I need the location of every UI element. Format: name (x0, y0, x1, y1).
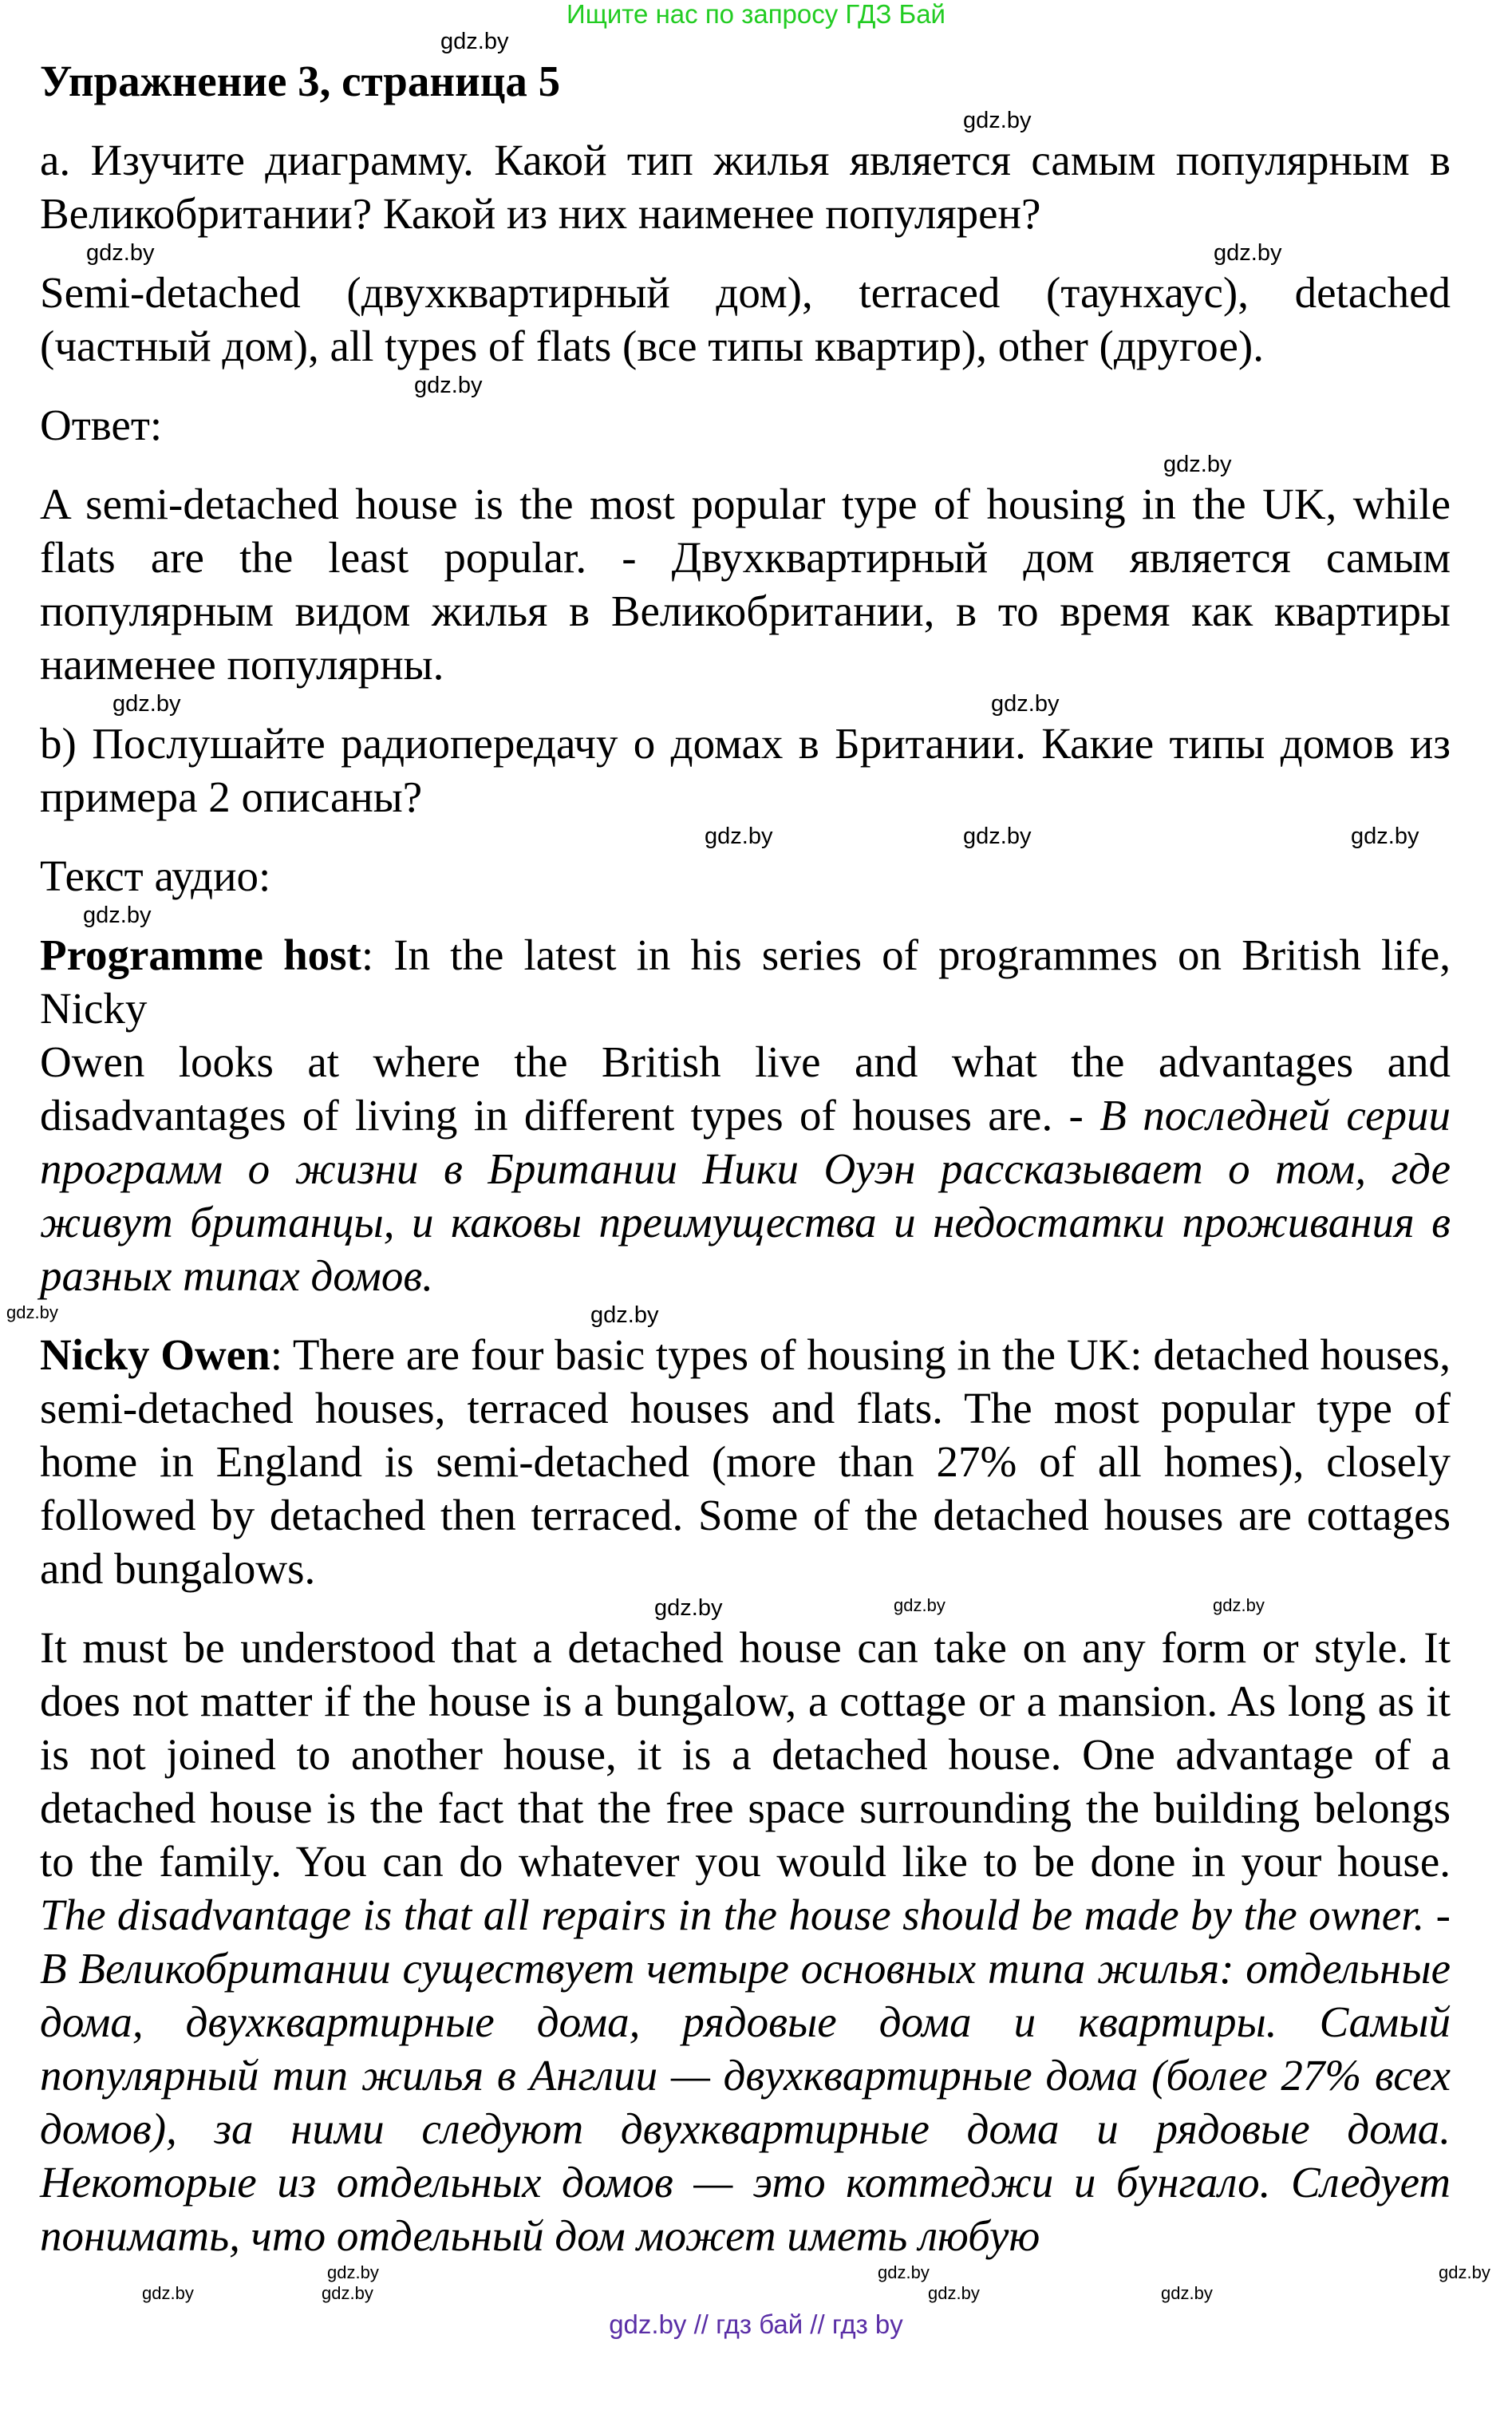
watermark: gdz.by (6, 1302, 58, 1322)
host-line-2: Owen looks at where the British live and what the advantages and disadvantages of living in different types of houses are. - (40, 1037, 1451, 1140)
owen-paragraph-2 (40, 1621, 1451, 2262)
watermark: gdz.by (894, 1595, 945, 1615)
watermark-row (0, 452, 1512, 477)
question-b: b) Послушайте радиопередачу о домах в Британии. Какие типы домов из примера 2 описаны? (40, 719, 1451, 821)
answer-label: Ответ: (40, 401, 163, 449)
audio-label: Текст аудио: (40, 851, 271, 900)
watermark-row (0, 903, 1512, 928)
watermark: gdz.by (322, 2283, 373, 2303)
watermark: gdz.by (414, 373, 483, 398)
watermark-row (0, 2262, 1512, 2283)
watermark-row (0, 1595, 1512, 1621)
host-paragraph-2 (40, 1035, 1451, 1302)
host-paragraph-1 (40, 928, 1451, 1035)
watermark-row (0, 824, 1512, 849)
question-a: a. Изучите диаграмму. Какой тип жилья является самым популярным в Великобритании? Какой из них наименее популярен? (40, 136, 1451, 238)
watermark: gdz.by (590, 1302, 659, 1328)
watermark: gdz.by (963, 108, 1032, 133)
watermark-row (0, 29, 1512, 54)
owen-text-2-italic: The disadvantage is that all repairs in the house should be made by the owner. - В Великобритании существует четыре основных типа жилья: отдельные дома, двухквартирные дома, рядовые дома и квартиры. Самый популярный тип жилья в Англии — двухквартирные дома (более 27% всех домов), за ними следуют двухквартирные дома и рядовые дома. Некоторые из отдельных домов — это коттеджи и бунгало. Следует понимать, что отдельный дом может иметь любую (40, 1891, 1451, 2260)
footer-links[interactable]: gdz.by // гдз бай // гдз by (609, 2309, 903, 2339)
watermark-row (0, 691, 1512, 717)
watermark: gdz.by (1439, 2262, 1490, 2282)
watermark: gdz.by (878, 2262, 930, 2282)
housing-types: Semi-detached (двухквартирный дом), terraced (таунхаус), detached (частный дом), all types of flats (все типы квартир), other (другое). (40, 268, 1451, 370)
host-translation: В последней серии программ о жизни в Британии Ники Оуэн рассказывает о том, где живут британцы, и каковы преимущества и недостатки проживания в разных типах домов. (40, 1091, 1451, 1300)
page-title: Упражнение 3, страница 5 (40, 57, 561, 105)
speaker-host: Programme host (40, 930, 361, 979)
watermark: gdz.by (991, 691, 1060, 717)
owen-text-2: It must be understood that a detached house can take on any form or style. It does not matter if the house is a bungalow, a cottage or a mansion. As long as it is not joined to another house, it is a detached house. One advantage of a detached house is the fact that the free space surrounding the building belongs to the family. You can do whatever you would like to be done in your house. (40, 1623, 1451, 1886)
watermark: gdz.by (705, 824, 773, 849)
watermark-row (0, 2283, 1512, 2304)
watermark: gdz.by (1213, 1595, 1265, 1615)
watermark: gdz.by (963, 824, 1032, 849)
watermark: gdz.by (86, 240, 155, 266)
watermark: gdz.by (1161, 2283, 1213, 2303)
watermark: gdz.by (928, 2283, 980, 2303)
owen-paragraph-1 (40, 1328, 1451, 1595)
watermark-row (0, 240, 1512, 266)
watermark: gdz.by (440, 29, 509, 54)
speaker-owen: Nicky Owen (40, 1330, 270, 1379)
search-banner[interactable]: Ищите нас по запросу ГДЗ Бай (567, 0, 945, 29)
owen-text-1: : There are four basic types of housing in the UK: detached houses, semi-detached houses, terraced houses and flats. The most popular type of home in England is semi-detached (more than 27% of all homes), closely followed by detached then terraced. Some of the detached houses are cottages and bungalows. (40, 1330, 1451, 1593)
watermark: gdz.by (1351, 824, 1419, 849)
host-line-1: : In the latest in his series of programmes on British life, Nicky (40, 930, 1451, 1033)
watermark: gdz.by (327, 2262, 379, 2282)
watermark: gdz.by (113, 691, 181, 717)
watermark: gdz.by (142, 2283, 194, 2303)
watermark: gdz.by (1214, 240, 1282, 266)
watermark-row (0, 108, 1512, 133)
watermark-row (0, 373, 1512, 398)
watermark: gdz.by (83, 903, 152, 928)
answer-text: A semi-detached house is the most popular type of housing in the UK, while flats are the least popular. - Двухквартирный дом является самым популярным видом жилья в Великобритании, в то время как квартиры наименее популярны. (40, 480, 1451, 689)
watermark: gdz.by (1163, 452, 1232, 477)
watermark-row (0, 1302, 1512, 1328)
watermark: gdz.by (654, 1595, 723, 1621)
